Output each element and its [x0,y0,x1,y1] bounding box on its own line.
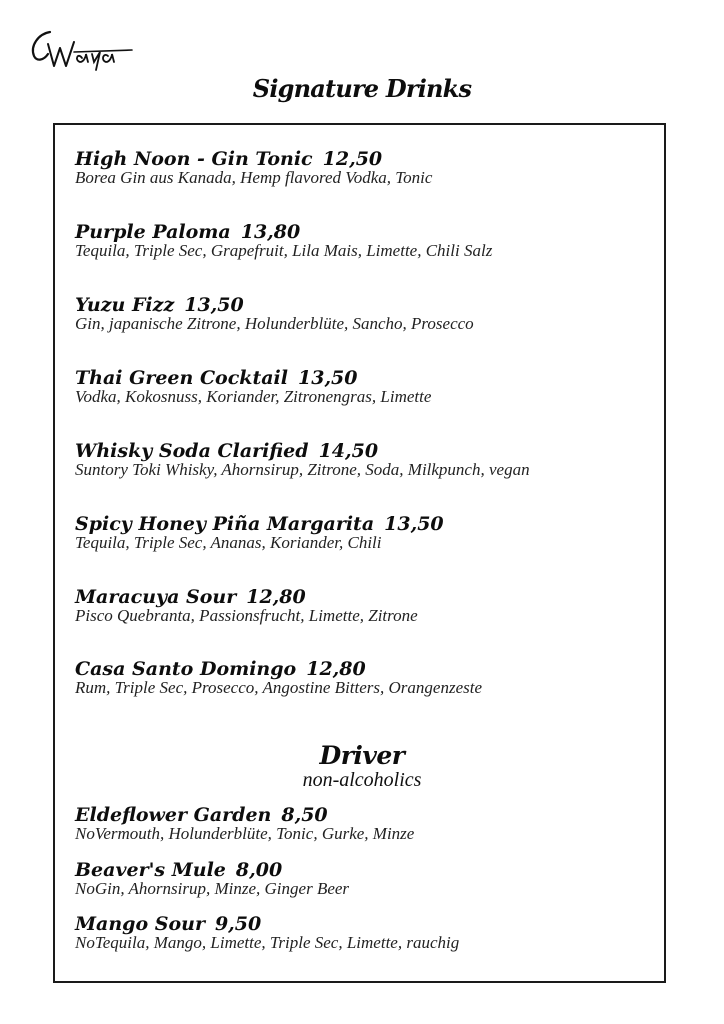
drink-price: 13,50 [184,294,244,316]
drink-name-text: Eldeflower Garden [75,804,272,826]
menu-item [75,805,675,843]
driver-section-header [0,742,724,790]
waya-signature-logo [28,22,138,72]
drink-ingredients: Tequila, Triple Sec, Ananas, Koriander, Chili [75,533,382,552]
drink-price: 8,00 [235,859,283,881]
menu-item [75,914,675,952]
drink-name-text: Casa Santo Domingo [75,658,297,680]
drink-name-text: Maracuya Sour [75,586,237,608]
drink-ingredients: NoGin, Ahornsirup, Minze, Ginger Beer [75,879,350,898]
drink-price: 8,50 [281,804,328,826]
drink-ingredients: Pisco Quebranta, Passionsfrucht, Limette, Zitrone [75,606,418,625]
drink-name [75,659,675,679]
drink-name [75,805,675,825]
page-title: Signature Drinks [252,74,472,103]
drink-name-text: Spicy Honey Piña Margarita [75,513,375,535]
menu-item [75,860,675,898]
drink-name [75,441,675,461]
drink-name [75,149,675,169]
drink-ingredients: Gin, japanische Zitrone, Holunderblüte, Sancho, Prosecco [75,314,474,333]
waya-logo [28,22,138,72]
drink-name-text: Thai Green Cocktail [75,367,288,389]
menu-item [75,441,675,479]
drink-ingredients: Vodka, Kokosnuss, Koriander, Zitronengras, Limette [75,387,432,406]
drink-name [75,860,675,880]
drink-ingredients: Rum, Triple Sec, Prosecco, Angostine Bitters, Orangenzeste [75,678,482,697]
menu-item [75,222,675,260]
drink-ingredients: Tequila, Triple Sec, Grapefruit, Lila Mais, Limette, Chili Salz [75,241,493,260]
drink-price: 9,50 [214,913,262,935]
drink-name-text: Whisky Soda Clarified [75,440,309,462]
drink-price: 12,80 [306,658,366,680]
menu-item [75,368,675,406]
drink-price: 14,50 [318,440,379,462]
drink-name [75,514,675,534]
drink-name [75,295,675,315]
drink-name [75,914,675,934]
section-title: Driver [319,741,405,770]
drink-name [75,368,675,388]
drink-price: 13,80 [240,221,301,243]
drink-price: 12,80 [246,586,306,608]
drink-name-text: Yuzu Fizz [75,294,175,316]
section-subtitle: non-alcoholics [302,769,422,791]
drink-ingredients: NoTequila, Mango, Limette, Triple Sec, Limette, rauchig [75,933,460,952]
menu-item [75,587,675,625]
drink-name-text: Purple Paloma [75,221,231,243]
drink-ingredients: Suntory Toki Whisky, Ahornsirup, Zitrone, Soda, Milkpunch, vegan [75,460,530,479]
drink-name [75,222,675,242]
drink-name-text: Mango Sour [75,913,205,935]
drink-ingredients: Borea Gin aus Kanada, Hemp flavored Vodka, Tonic [75,168,433,187]
drink-price: 13,50 [384,513,444,535]
menu-item [75,514,675,552]
drink-price: 13,50 [298,367,358,389]
drink-name [75,587,675,607]
drink-name-text: Beaver's Mule [75,859,226,881]
drink-ingredients: NoVermouth, Holunderblüte, Tonic, Gurke, Minze [75,824,415,843]
drink-price: 12,50 [322,148,383,170]
menu-item [75,295,675,333]
menu-item [75,659,675,697]
drink-name-text: High Noon - Gin Tonic [75,148,313,170]
menu-item [75,149,675,187]
